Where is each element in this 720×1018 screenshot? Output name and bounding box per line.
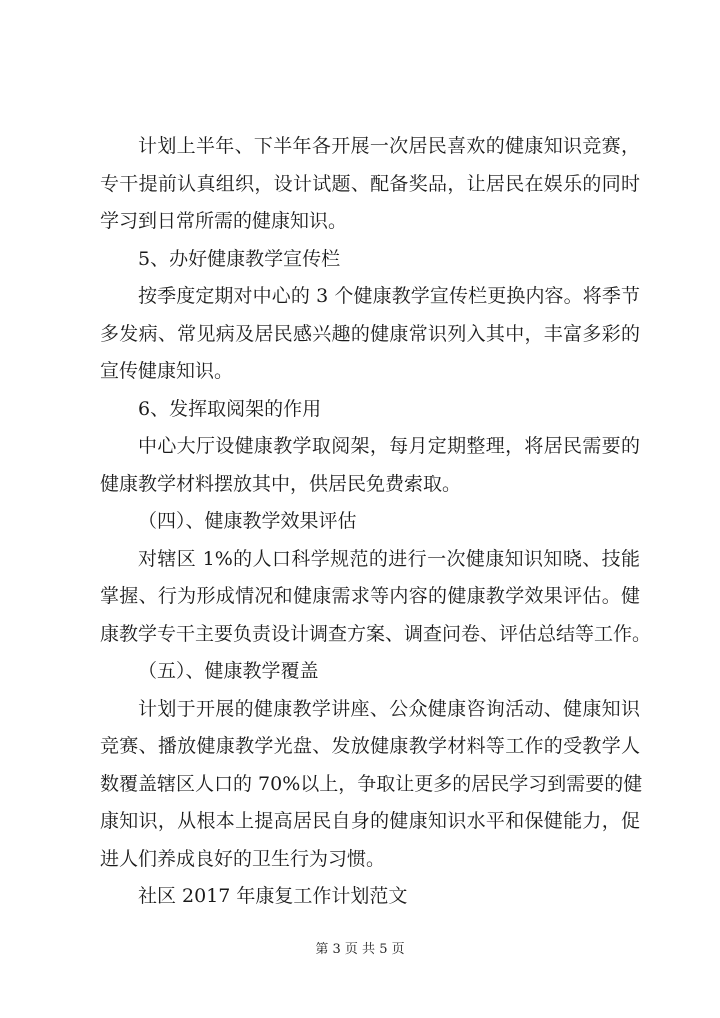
text-line: 6、发挥取阅架的作用 — [138, 397, 322, 420]
section-heading — [100, 503, 640, 541]
document-body — [100, 128, 652, 916]
paragraph — [100, 278, 640, 391]
text-line: 掌握、行为形成情况和健康需求等内容的健康教学效果评估。健 — [100, 585, 640, 607]
text-line: 专干提前认真组织，设计试题、配备奖品，让居民在娱乐的同时 — [100, 172, 640, 195]
text-line: 学习到日常所需的健康知识。 — [100, 210, 348, 232]
text-line: 多发病、常见病及居民感兴趣的健康常识列入其中，丰富多彩的 — [100, 322, 640, 345]
text-line: 进人们养成良好的卫生行为习惯。 — [100, 847, 386, 870]
text-line: 数覆盖辖区人口的 70%以上，争取让更多的居民学习到需要的健 — [100, 772, 643, 795]
text-line: 计划于开展的健康教学讲座、公众健康咨询活动、健康知识 — [138, 697, 640, 720]
text-line: 宣传健康知识。 — [100, 360, 234, 382]
text-line: （四）、健康教学效果评估 — [138, 510, 357, 532]
paragraph — [100, 128, 640, 241]
text-line: 对辖区 1%的人口科学规范的进行一次健康知识知晓、技能 — [138, 547, 640, 570]
section-heading — [100, 653, 640, 691]
section-heading — [100, 241, 640, 279]
text-line: 竞赛、播放健康教学光盘、发放健康教学材料等工作的受教学人 — [100, 735, 640, 757]
text-line: 按季度定期对中心的 3 个健康教学宣传栏更换内容。将季节 — [138, 285, 640, 307]
text-line: 计划上半年、下半年各开展一次居民喜欢的健康知识竞赛， — [138, 135, 640, 157]
text-line: 康教学专干主要负责设计调查方案、调查问卷、评估总结等工作。 — [100, 622, 652, 645]
paragraph — [100, 541, 652, 654]
text-line: 健康教学材料摆放其中，供居民免费索取。 — [100, 472, 462, 495]
paragraph — [100, 691, 643, 879]
section-heading — [100, 391, 640, 429]
section-heading — [100, 878, 640, 916]
text-line: 中心大厅设健康教学取阅架，每月定期整理，将居民需要的 — [138, 435, 640, 457]
paragraph — [100, 428, 640, 503]
text-line: （五）、健康教学覆盖 — [138, 660, 319, 682]
text-line: 5、办好健康教学宣传栏 — [138, 247, 341, 270]
text-line: 社区 2017 年康复工作计划范文 — [138, 885, 408, 907]
page-footer: 第 3 页 共 5 页 — [315, 942, 405, 957]
text-line: 康知识，从根本上提高居民自身的健康知识水平和保健能力，促 — [100, 810, 640, 832]
